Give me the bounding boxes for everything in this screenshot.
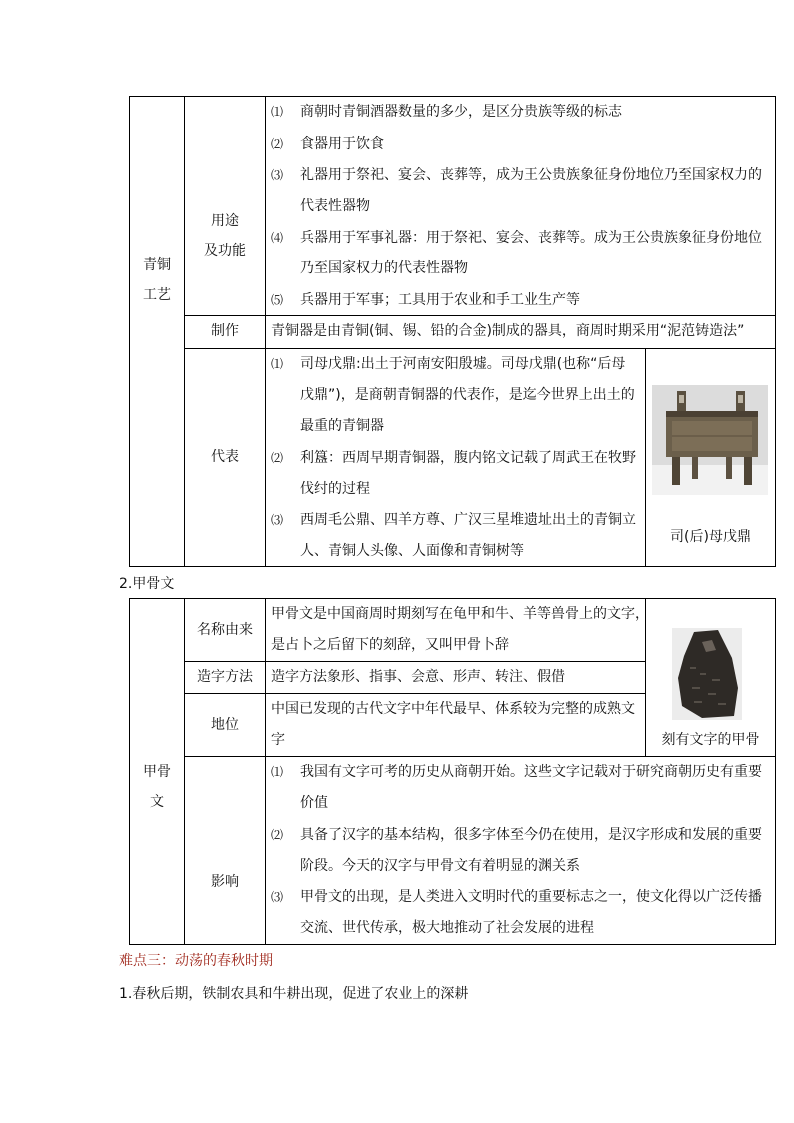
influence-item-text: 具备了汉字的基本结构，很多字体至今仍在使用，是汉字形成和发展的重要: [300, 827, 762, 843]
influence-item-text: 交流、世代传承，极大地推动了社会发展的进程: [300, 920, 594, 936]
difficulty-three-heading: 难点三：动荡的春秋时期: [119, 953, 273, 969]
rep-item-number: ⑵: [271, 451, 284, 465]
bronze-category-label: 青铜 工艺: [143, 257, 171, 303]
rep-item-text: 戊鼎”)，是商朝青铜器的代表作，是迄今世界上出土的: [300, 387, 635, 403]
usage-item-number: ⑵: [271, 137, 284, 151]
usage-item-text: 代表性器物: [300, 198, 370, 214]
rep-item-text: 最重的青铜器: [300, 418, 384, 434]
usage-item-number: ⑶: [271, 168, 284, 182]
influence-item-text: 甲骨文的出现，是人类进入文明时代的重要标志之一，使文化得以广泛传播: [300, 889, 762, 905]
influence-label: 影响: [211, 874, 239, 890]
spring-autumn-item-1: 1.春秋后期，铁制农具和牛耕出现，促进了农业上的深耕: [119, 986, 469, 1002]
usage-label: 用途 及功能: [204, 213, 246, 259]
oracle-category-label: 甲骨 文: [143, 764, 171, 810]
making-text: 青铜器是由青铜(铜、锡、铅的合金)制成的器具，商周时期采用“泥范铸造法”: [271, 323, 745, 339]
usage-item-number: ⑸: [271, 293, 284, 307]
rep-item-text: 人、青铜人头像、人面像和青铜树等: [300, 543, 524, 559]
influence-item-text: 价值: [300, 795, 328, 811]
usage-item-text: 兵器用于军事礼器：用于祭祀、宴会、丧葬等。成为王公贵族象征身份地位: [300, 230, 762, 246]
usage-item-text: 礼器用于祭祀、宴会、丧葬等，成为王公贵族象征身份地位乃至国家权力的: [300, 167, 762, 183]
making-label: 制作: [211, 323, 239, 339]
name-origin-label: 名称由来: [197, 622, 253, 638]
influence-item-number: ⑴: [271, 765, 284, 779]
oracle-bone-icon: [672, 628, 742, 720]
influence-item-text: 阶段。今天的汉字与甲骨文有着明显的渊关系: [300, 858, 580, 874]
usage-item-number: ⑴: [271, 105, 284, 119]
status-label: 地位: [211, 717, 239, 733]
representative-label: 代表: [211, 449, 239, 465]
rep-item-number: ⑶: [271, 513, 284, 527]
usage-item-text: 商朝时青铜酒器数量的多少，是区分贵族等级的标志: [300, 104, 622, 120]
name-origin-text: 甲骨文是中国商周时期刻写在龟甲和牛、羊等兽骨上的文字，: [271, 606, 649, 622]
usage-item-number: ⑷: [271, 231, 284, 245]
rep-item-text: 利簋：西周早期青铜器，腹内铭文记载了周武王在牧野: [300, 450, 636, 466]
rep-item-text: 司母戊鼎:出土于河南安阳殷墟。司母戊鼎(也称“后母: [300, 356, 626, 372]
usage-item-text: 乃至国家权力的代表性器物: [300, 260, 468, 276]
rep-item-text: 伐纣的过程: [300, 481, 370, 497]
rep-item-number: ⑴: [271, 357, 284, 371]
status-text: 中国已发现的古代文字中年代最早、体系较为完整的成熟文: [271, 701, 635, 717]
oracle-bone-image-caption: 刻有文字的甲骨: [661, 732, 760, 748]
usage-item-text: 兵器用于军事；工具用于农业和手工业生产等: [300, 292, 580, 308]
name-origin-text: 是占卜之后留下的刻辞，又叫甲骨卜辞: [271, 637, 509, 653]
bronze-ding-icon: [652, 385, 768, 495]
oracle-bone-image: [672, 628, 742, 720]
method-text: 造字方法象形、指事、会意、形声、转注、假借: [271, 669, 565, 685]
method-label: 造字方法: [197, 669, 253, 685]
influence-item-number: ⑵: [271, 828, 284, 842]
ding-image: [652, 385, 768, 495]
section-title-oracle-bone: 2.甲骨文: [119, 576, 175, 592]
status-text: 字: [271, 732, 285, 748]
usage-item-text: 食器用于饮食: [300, 136, 384, 152]
rep-item-text: 西周毛公鼎、四羊方尊、广汉三星堆遗址出土的青铜立: [300, 512, 636, 528]
ding-image-caption: 司(后)母戊鼎: [670, 529, 751, 545]
influence-item-text: 我国有文字可考的历史从商朝开始。这些文字记载对于研究商朝历史有重要: [300, 764, 762, 780]
influence-item-number: ⑶: [271, 890, 284, 904]
